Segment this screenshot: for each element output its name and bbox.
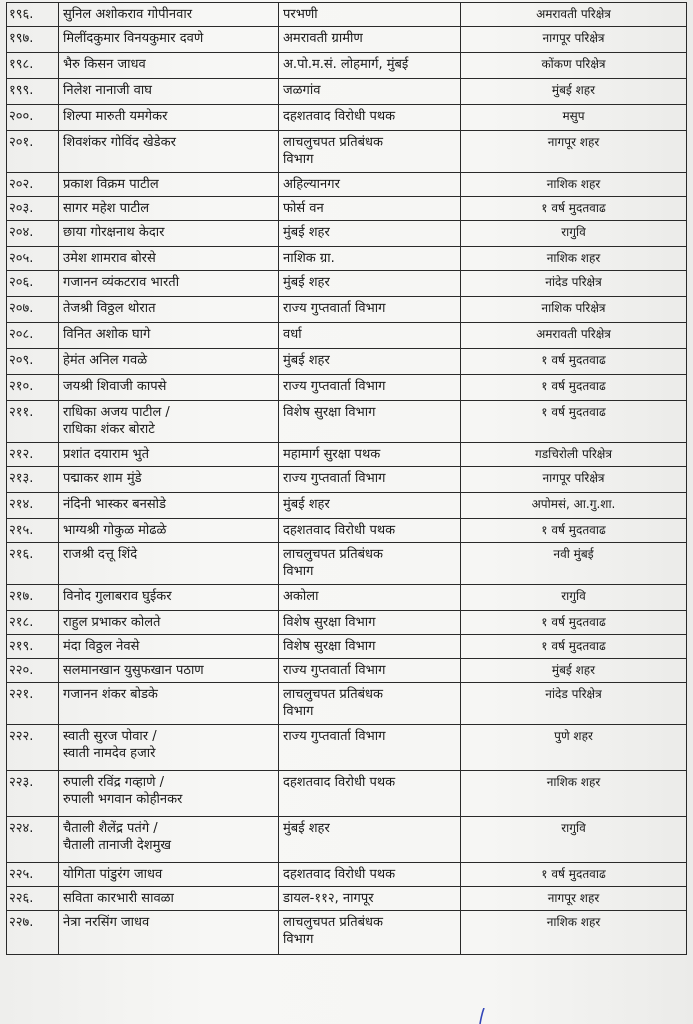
serial-number: २१८. (7, 611, 59, 635)
officer-name-line: सलमानखान युसुफखान पठाण (63, 663, 204, 678)
current-posting-line: दहशतवाद विरोधी पथक (283, 775, 396, 790)
new-posting: नागपूर परिक्षेत्र (461, 27, 687, 53)
current-posting (279, 493, 461, 519)
officer-name-line: राजश्री दत्तू शिंदे (63, 547, 138, 562)
serial-number: २०६. (7, 271, 59, 297)
current-posting (279, 297, 461, 323)
serial-number: २१७. (7, 585, 59, 611)
officer-name (59, 817, 279, 863)
officer-name (59, 725, 279, 771)
serial-number: २२७. (7, 911, 59, 955)
officer-name (59, 3, 279, 27)
officer-name-line: रुपाली भगवान कोहीनकर (63, 792, 183, 807)
officer-name (59, 771, 279, 817)
officer-name (59, 683, 279, 725)
serial-number: २०४. (7, 221, 59, 247)
new-posting: अपोमसं, आ.गु.शा. (461, 493, 687, 519)
current-posting-line: लाचलुचपत प्रतिबंधक (283, 547, 384, 562)
officer-name (59, 635, 279, 659)
current-posting (279, 635, 461, 659)
new-posting: १ वर्ष मुदतवाढ (461, 519, 687, 543)
current-posting (279, 911, 461, 955)
table-row (7, 79, 687, 105)
new-posting: रागुवि (461, 817, 687, 863)
officer-name (59, 493, 279, 519)
table-row (7, 3, 687, 27)
serial-number: २०१. (7, 131, 59, 173)
serial-number: २२५. (7, 863, 59, 887)
officer-name-line: भाग्यश्री गोकुळ मोढळे (63, 523, 167, 538)
officer-name (59, 247, 279, 271)
serial-number: २१९. (7, 635, 59, 659)
current-posting (279, 53, 461, 79)
current-posting-line: अ.पो.म.सं. लोहमार्ग, मुंबई (283, 57, 409, 72)
officer-name-line: राधिका अजय पाटील / (63, 405, 170, 420)
table-row (7, 659, 687, 683)
officer-name (59, 323, 279, 349)
table-row (7, 375, 687, 401)
officer-name (59, 585, 279, 611)
new-posting: नागपूर शहर (461, 887, 687, 911)
current-posting-line: मुंबई शहर (283, 497, 330, 512)
new-posting: १ वर्ष मुदतवाढ (461, 401, 687, 443)
current-posting-line: राज्य गुप्तवार्ता विभाग (283, 301, 386, 316)
current-posting-line: मुंबई शहर (283, 225, 330, 240)
table-row (7, 323, 687, 349)
officer-name (59, 297, 279, 323)
table-row (7, 53, 687, 79)
current-posting (279, 221, 461, 247)
new-posting: कोंकण परिक्षेत्र (461, 53, 687, 79)
officer-name-line: सविता कारभारी सावळा (63, 891, 174, 906)
new-posting: पुणे शहर (461, 725, 687, 771)
new-posting: नाशिक शहर (461, 247, 687, 271)
current-posting-line: राज्य गुप्तवार्ता विभाग (283, 379, 386, 394)
serial-number: २१४. (7, 493, 59, 519)
new-posting: नागपूर परिक्षेत्र (461, 467, 687, 493)
current-posting (279, 683, 461, 725)
current-posting (279, 725, 461, 771)
transfer-table (6, 2, 687, 955)
current-posting (279, 3, 461, 27)
officer-name-line: शिल्पा मारुती यमगेकर (63, 109, 168, 124)
officer-name-line: योगिता पांडुरंग जाधव (63, 867, 163, 882)
officer-name-line: स्वाती नामदेव हजारे (63, 746, 156, 761)
serial-number: २२२. (7, 725, 59, 771)
officer-name-line: प्रशांत दयाराम भुते (63, 447, 150, 462)
officer-name-line: नंदिनी भास्कर बनसोडे (63, 497, 166, 512)
current-posting-line: अमरावती ग्रामीण (283, 31, 363, 46)
table-row (7, 197, 687, 221)
current-posting (279, 659, 461, 683)
table-row (7, 543, 687, 585)
current-posting-line: महामार्ग सुरक्षा पथक (283, 447, 381, 462)
new-posting: रागुवि (461, 585, 687, 611)
officer-name-line: शिवशंकर गोविंद खेडेकर (63, 135, 176, 150)
serial-number: २२४. (7, 817, 59, 863)
current-posting-line: परभणी (283, 7, 318, 22)
table-row (7, 297, 687, 323)
serial-number: १९९. (7, 79, 59, 105)
table-row (7, 401, 687, 443)
serial-number: १९७. (7, 27, 59, 53)
table-row (7, 271, 687, 297)
transfer-table-body (7, 3, 687, 955)
table-row (7, 467, 687, 493)
officer-name-line: छाया गोरक्षनाथ केदार (63, 225, 165, 240)
officer-name-line: विनोद गुलाबराव घुईकर (63, 589, 172, 604)
officer-name (59, 27, 279, 53)
current-posting (279, 375, 461, 401)
table-row (7, 27, 687, 53)
current-posting-line: जळगांव (283, 83, 321, 98)
current-posting (279, 543, 461, 585)
current-posting (279, 817, 461, 863)
officer-name (59, 401, 279, 443)
current-posting-line: लाचलुचपत प्रतिबंधक (283, 135, 384, 150)
officer-name (59, 611, 279, 635)
current-posting-line: लाचलुचपत प्रतिबंधक (283, 915, 384, 930)
table-row (7, 131, 687, 173)
new-posting: १ वर्ष मुदतवाढ (461, 197, 687, 221)
officer-name-line: रुपाली रविंद्र गव्हाणे / (63, 775, 165, 790)
new-posting: गडचिरोली परिक्षेत्र (461, 443, 687, 467)
table-row (7, 611, 687, 635)
officer-name (59, 271, 279, 297)
table-row (7, 887, 687, 911)
current-posting (279, 197, 461, 221)
current-posting (279, 585, 461, 611)
table-row (7, 247, 687, 271)
officer-name-line: गजानन शंकर बोडके (63, 687, 158, 702)
officer-name-line: स्वाती सुरज पोवार / (63, 729, 157, 744)
serial-number: २१६. (7, 543, 59, 585)
current-posting-line: दहशतवाद विरोधी पथक (283, 867, 396, 882)
serial-number: २१२. (7, 443, 59, 467)
officer-name (59, 863, 279, 887)
serial-number: २०३. (7, 197, 59, 221)
officer-name (59, 659, 279, 683)
current-posting (279, 467, 461, 493)
officer-name (59, 349, 279, 375)
officer-name-line: चैताली शैलेंद्र पतंगे / (63, 821, 158, 836)
officer-name-line: राधिका शंकर बोराटे (63, 422, 155, 437)
officer-name (59, 375, 279, 401)
officer-name-line: राहुल प्रभाकर कोलते (63, 615, 161, 630)
serial-number: २०८. (7, 323, 59, 349)
current-posting (279, 271, 461, 297)
serial-number: १९६. (7, 3, 59, 27)
current-posting-line: विशेष सुरक्षा विभाग (283, 405, 376, 420)
officer-name (59, 197, 279, 221)
current-posting-line: विभाग (283, 564, 314, 579)
current-posting-line: मुंबई शहर (283, 353, 330, 368)
current-posting-line: राज्य गुप्तवार्ता विभाग (283, 471, 386, 486)
current-posting-line: राज्य गुप्तवार्ता विभाग (283, 729, 386, 744)
table-row (7, 911, 687, 955)
current-posting-line: मुंबई शहर (283, 821, 330, 836)
new-posting: १ वर्ष मुदतवाढ (461, 611, 687, 635)
table-row (7, 105, 687, 131)
serial-number: २२१. (7, 683, 59, 725)
serial-number: २२०. (7, 659, 59, 683)
current-posting-line: विशेष सुरक्षा विभाग (283, 615, 376, 630)
new-posting: नाशिक शहर (461, 771, 687, 817)
officer-name-line: प्रकाश विक्रम पाटील (63, 177, 159, 192)
table-row (7, 443, 687, 467)
current-posting-line: विशेष सुरक्षा विभाग (283, 639, 376, 654)
officer-name (59, 519, 279, 543)
officer-name-line: चैताली तानाजी देशमुख (63, 838, 172, 853)
new-posting: नांदेड परिक्षेत्र (461, 683, 687, 725)
table-row (7, 519, 687, 543)
new-posting: १ वर्ष मुदतवाढ (461, 375, 687, 401)
new-posting: रागुवि (461, 221, 687, 247)
officer-name (59, 467, 279, 493)
new-posting: नवी मुंबई (461, 543, 687, 585)
current-posting (279, 771, 461, 817)
serial-number: २००. (7, 105, 59, 131)
table-row (7, 683, 687, 725)
current-posting-line: वर्धा (283, 327, 302, 342)
new-posting: नाशिक शहर (461, 173, 687, 197)
officer-name (59, 443, 279, 467)
table-row (7, 349, 687, 375)
current-posting (279, 887, 461, 911)
officer-name (59, 887, 279, 911)
officer-name-line: पद्माकर शाम मुंडे (63, 471, 142, 486)
officer-name-line: हेमंत अनिल गवळे (63, 353, 148, 368)
current-posting (279, 323, 461, 349)
current-posting-line: फोर्स वन (283, 201, 324, 216)
table-row (7, 585, 687, 611)
current-posting (279, 519, 461, 543)
current-posting-line: दहशतवाद विरोधी पथक (283, 523, 396, 538)
officer-name-line: उमेश शामराव बोरसे (63, 251, 156, 266)
officer-name-line: मिलींदकुमार विनयकुमार दवणे (63, 31, 204, 46)
officer-name (59, 911, 279, 955)
current-posting-line: राज्य गुप्तवार्ता विभाग (283, 663, 386, 678)
officer-name-line: गजानन व्यंकटराव भारती (63, 275, 180, 290)
serial-number: २२३. (7, 771, 59, 817)
officer-name (59, 105, 279, 131)
current-posting-line: विभाग (283, 704, 314, 719)
officer-name-line: जयश्री शिवाजी कापसे (63, 379, 167, 394)
pen-stroke-mark (478, 1008, 488, 1024)
current-posting-line: मुंबई शहर (283, 275, 330, 290)
table-row (7, 635, 687, 659)
table-row (7, 725, 687, 771)
serial-number: २१०. (7, 375, 59, 401)
current-posting (279, 349, 461, 375)
new-posting: मुंबई शहर (461, 79, 687, 105)
current-posting (279, 79, 461, 105)
serial-number: २०२. (7, 173, 59, 197)
officer-name-line: निलेश नानाजी वाघ (63, 83, 152, 98)
new-posting: नाशिक परिक्षेत्र (461, 297, 687, 323)
officer-name (59, 173, 279, 197)
table-row (7, 817, 687, 863)
officer-name (59, 131, 279, 173)
officer-name (59, 53, 279, 79)
officer-name-line: सागर महेश पाटील (63, 201, 150, 216)
new-posting: नाशिक शहर (461, 911, 687, 955)
current-posting-line: दहशतवाद विरोधी पथक (283, 109, 396, 124)
new-posting: १ वर्ष मुदतवाढ (461, 635, 687, 659)
new-posting: १ वर्ष मुदतवाढ (461, 863, 687, 887)
serial-number: २११. (7, 401, 59, 443)
serial-number: २१५. (7, 519, 59, 543)
current-posting (279, 27, 461, 53)
current-posting-line: लाचलुचपत प्रतिबंधक (283, 687, 384, 702)
officer-name (59, 221, 279, 247)
current-posting (279, 443, 461, 467)
officer-name (59, 79, 279, 105)
table-row (7, 863, 687, 887)
table-row (7, 221, 687, 247)
current-posting (279, 247, 461, 271)
current-posting (279, 131, 461, 173)
current-posting-line: विभाग (283, 152, 314, 167)
officer-name-line: नेत्रा नरसिंग जाधव (63, 915, 150, 930)
current-posting (279, 611, 461, 635)
officer-name-line: सुनिल अशोकराव गोपीनवार (63, 7, 193, 22)
serial-number: २०७. (7, 297, 59, 323)
current-posting (279, 173, 461, 197)
officer-name (59, 543, 279, 585)
current-posting-line: नाशिक ग्रा. (283, 251, 335, 266)
officer-name-line: तेजश्री विठ्ठल थोरात (63, 301, 156, 316)
current-posting (279, 863, 461, 887)
current-posting-line: डायल-११२, नागपूर (283, 891, 374, 906)
new-posting: मुंबई शहर (461, 659, 687, 683)
serial-number: २२६. (7, 887, 59, 911)
serial-number: २०५. (7, 247, 59, 271)
serial-number: २०९. (7, 349, 59, 375)
table-row (7, 771, 687, 817)
serial-number: १९८. (7, 53, 59, 79)
officer-name-line: विनित अशोक घागे (63, 327, 151, 342)
new-posting: मसुप (461, 105, 687, 131)
serial-number: २१३. (7, 467, 59, 493)
current-posting (279, 105, 461, 131)
new-posting: अमरावती परिक्षेत्र (461, 3, 687, 27)
table-row (7, 493, 687, 519)
current-posting-line: विभाग (283, 932, 314, 947)
current-posting (279, 401, 461, 443)
new-posting: १ वर्ष मुदतवाढ (461, 349, 687, 375)
new-posting: अमरावती परिक्षेत्र (461, 323, 687, 349)
officer-name-line: मंदा विठ्ठल नेवसे (63, 639, 140, 654)
current-posting-line: अहिल्यानगर (283, 177, 340, 192)
current-posting-line: अकोला (283, 589, 319, 604)
officer-name-line: भैरु किसन जाधव (63, 57, 146, 72)
new-posting: नांदेड परिक्षेत्र (461, 271, 687, 297)
new-posting: नागपूर शहर (461, 131, 687, 173)
table-row (7, 173, 687, 197)
